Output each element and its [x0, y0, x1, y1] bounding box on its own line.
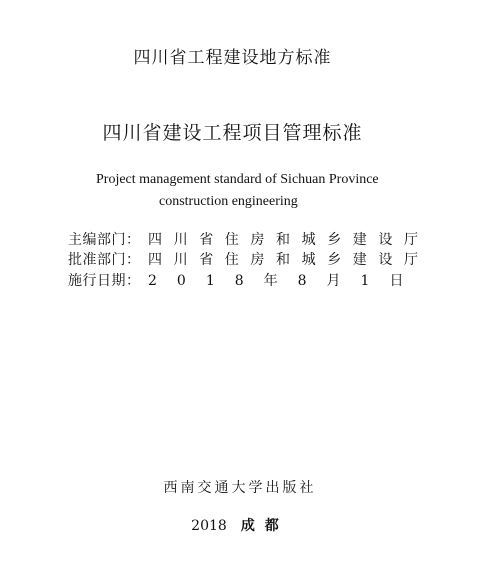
approval-dept-label: 批准部门： — [68, 252, 141, 268]
page-title: 四川省建设工程项目管理标准 — [102, 122, 363, 144]
effective-date-value: 2018年8月1日 — [148, 273, 424, 289]
effective-date-label: 施行日期： — [68, 273, 141, 289]
approval-dept-row — [68, 249, 430, 269]
publication-year: 2018 — [191, 518, 227, 534]
publication-city: 成都 — [240, 518, 289, 534]
chief-editor-value: 四川省住房和城乡建设厅 — [148, 232, 430, 248]
english-title-line-1: Project management standard of Sichuan Province — [96, 172, 379, 187]
chief-editor-row — [68, 229, 430, 249]
publication-info — [0, 515, 480, 535]
series-title: 四川省工程建设地方标准 — [133, 48, 332, 68]
approval-dept-value: 四川省住房和城乡建设厅 — [148, 252, 430, 268]
chief-editor-label: 主编部门： — [68, 232, 141, 248]
publisher-name: 西南交通大学出版社 — [163, 480, 317, 496]
effective-date-row — [68, 270, 423, 290]
english-title-line-2: construction engineering — [159, 194, 298, 209]
